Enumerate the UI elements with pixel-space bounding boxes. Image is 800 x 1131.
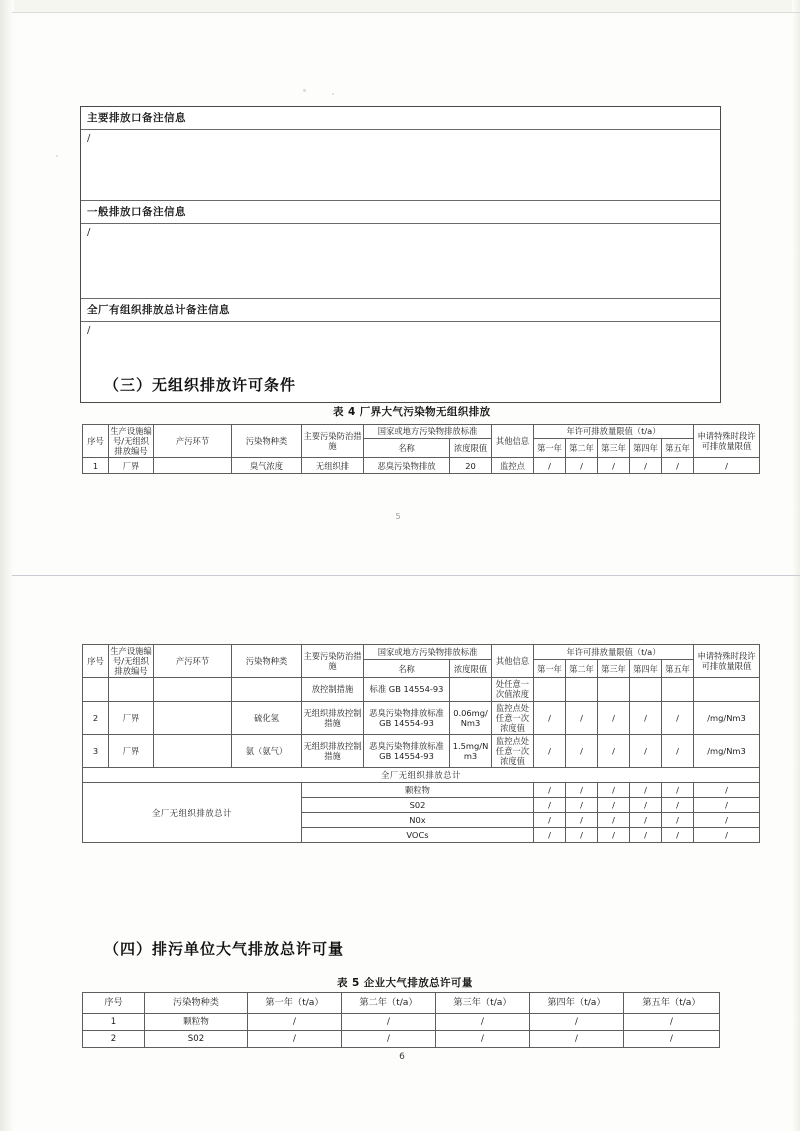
th-year-5: 第五年 xyxy=(662,660,694,678)
remarks-table xyxy=(80,106,721,403)
cell-year-5: / xyxy=(662,734,694,767)
cell-year-4: / xyxy=(630,828,662,843)
th-other-info: 其他信息 xyxy=(492,645,534,678)
summary-banner-row xyxy=(83,768,760,783)
page-number-lower: 6 xyxy=(399,1052,405,1062)
cell-year-3: / xyxy=(598,828,630,843)
cell-year-3: / xyxy=(436,1014,530,1031)
th-standard-group: 国家或地方污染物排放标准 xyxy=(364,645,492,660)
section-heading-three: （三）无组织排放许可条件 xyxy=(104,376,297,394)
cell-pollutant: VOCs xyxy=(302,828,534,843)
th-other-info: 其他信息 xyxy=(492,425,534,458)
th-year-3: 第三年 xyxy=(598,439,630,458)
th-pollutant-type: 污染物种类 xyxy=(232,645,302,678)
th-standard-name: 名称 xyxy=(364,660,450,678)
th-year-3: 第三年 xyxy=(598,660,630,678)
cell-pollution-link xyxy=(154,678,232,701)
cell-year-4: / xyxy=(630,798,662,813)
th-year-3: 第三年（t/a） xyxy=(436,993,530,1014)
cell-year-4: / xyxy=(630,458,662,474)
remarks-content-general-outlet: / xyxy=(81,224,720,299)
cell-year-5: / xyxy=(662,813,694,828)
cell-year-5 xyxy=(662,678,694,701)
cell-year-2: / xyxy=(566,458,598,474)
th-year-5: 第五年（t/a） xyxy=(624,993,720,1014)
cell-pollutant: S02 xyxy=(302,798,534,813)
th-control-measure: 主要污染防治措施 xyxy=(302,425,364,458)
cell-year-1: / xyxy=(534,813,566,828)
th-year-1: 第一年（t/a） xyxy=(248,993,342,1014)
cell-other-info: 监控点处任意一次浓度值 xyxy=(492,734,534,767)
summary-banner: 全厂无组织排放总计 xyxy=(83,768,760,783)
cell-concentration-limit xyxy=(450,678,492,701)
th-special-limit: 申请特殊时段许可排放量限值 xyxy=(694,645,760,678)
cell-year-5: / xyxy=(662,783,694,798)
th-year-2: 第二年（t/a） xyxy=(342,993,436,1014)
cell-year-2: / xyxy=(566,813,598,828)
cell-standard-name: 标准 GB 14554-93 xyxy=(364,678,450,701)
th-standard-name: 名称 xyxy=(364,439,450,458)
cell-facility-no: 厂界 xyxy=(109,701,154,734)
th-special-limit: 申请特殊时段许可排放量限值 xyxy=(694,425,760,458)
cell-control-measure: 无组织排放控制措施 xyxy=(302,701,364,734)
cell-pollutant-type xyxy=(232,678,302,701)
cell-pollutant-type: 臭气浓度 xyxy=(232,458,302,474)
cell-year-1: / xyxy=(248,1031,342,1048)
cell-year-4 xyxy=(630,678,662,701)
cell-year-2: / xyxy=(342,1014,436,1031)
th-seq: 序号 xyxy=(83,645,109,678)
cell-year-2: / xyxy=(566,828,598,843)
cell-year-3: / xyxy=(598,783,630,798)
cell-year-2: / xyxy=(566,798,598,813)
cell-special-limit: /mg/Nm3 xyxy=(694,701,760,734)
remarks-header-general-outlet: 一般排放口备注信息 xyxy=(81,201,720,224)
cell-year-5: / xyxy=(624,1031,720,1048)
cell-concentration-limit: 20 xyxy=(450,458,492,474)
cell-year-3 xyxy=(598,678,630,701)
cell-year-5: / xyxy=(624,1014,720,1031)
cell-pollution-link xyxy=(154,458,232,474)
th-year-2: 第二年 xyxy=(566,660,598,678)
cell-special-limit: / xyxy=(694,458,760,474)
cell-standard-name: 恶臭污染物排放 xyxy=(364,458,450,474)
th-concentration-limit: 浓度限值 xyxy=(450,439,492,458)
table-4-fenceline-fugitive-emissions xyxy=(82,424,760,474)
cell-other-info: 监控点处任意一次浓度值 xyxy=(492,701,534,734)
cell-year-3: / xyxy=(598,458,630,474)
cell-seq xyxy=(83,678,109,701)
cell-year-3: / xyxy=(598,813,630,828)
cell-year-1: / xyxy=(248,1014,342,1031)
cell-pollutant: 颗粒物 xyxy=(302,783,534,798)
cell-seq: 2 xyxy=(83,1031,145,1048)
th-year-2: 第二年 xyxy=(566,439,598,458)
cell-year-3: / xyxy=(436,1031,530,1048)
cell-year-5: / xyxy=(662,458,694,474)
cell-year-2: / xyxy=(566,734,598,767)
remarks-header-plant-total: 全厂有组织排放总计备注信息 xyxy=(81,299,720,322)
cell-year-4: / xyxy=(630,734,662,767)
cell-year-2: / xyxy=(566,701,598,734)
table-row xyxy=(83,783,760,798)
cell-year-1: / xyxy=(534,701,566,734)
th-pollutant-type: 污染物种类 xyxy=(232,425,302,458)
cell-year-1: / xyxy=(534,783,566,798)
th-year-5: 第五年 xyxy=(662,439,694,458)
cell-pollutant-type: 硫化氢 xyxy=(232,701,302,734)
table-row xyxy=(83,678,760,701)
th-year-4: 第四年 xyxy=(630,439,662,458)
cell-special-limit: / xyxy=(694,783,760,798)
cell-concentration-limit: 1.5mg/Nm3 xyxy=(450,734,492,767)
table-row xyxy=(83,458,760,474)
cell-facility-no: 厂界 xyxy=(109,734,154,767)
cell-seq: 1 xyxy=(83,1014,145,1031)
cell-year-4: / xyxy=(630,783,662,798)
cell-special-limit: /mg/Nm3 xyxy=(694,734,760,767)
cell-facility-no xyxy=(109,678,154,701)
th-seq: 序号 xyxy=(83,993,145,1014)
cell-pollutant-type: 氨（氨气） xyxy=(232,734,302,767)
th-control-measure: 主要污染防治措施 xyxy=(302,645,364,678)
cell-year-4: / xyxy=(530,1031,624,1048)
cell-year-1: / xyxy=(534,458,566,474)
cell-year-4: / xyxy=(630,813,662,828)
table-row xyxy=(83,1014,720,1031)
table-4-continuation xyxy=(82,644,760,843)
cell-pollution-link xyxy=(154,701,232,734)
cell-control-measure: 放控制措施 xyxy=(302,678,364,701)
th-pollution-link: 产污环节 xyxy=(154,425,232,458)
cell-standard-name: 恶臭污染物排放标准 GB 14554-93 xyxy=(364,734,450,767)
cell-year-2 xyxy=(566,678,598,701)
cell-year-5: / xyxy=(662,701,694,734)
cell-year-1 xyxy=(534,678,566,701)
cell-special-limit xyxy=(694,678,760,701)
cell-standard-name: 恶臭污染物排放标准 GB 14554-93 xyxy=(364,701,450,734)
table-header-row xyxy=(83,993,720,1014)
cell-pollution-link xyxy=(154,734,232,767)
cell-seq: 2 xyxy=(83,701,109,734)
table4-caption: 表 4 厂界大气污染物无组织排放 xyxy=(333,406,491,418)
th-annual-group: 年许可排放量限值（t/a） xyxy=(534,425,694,439)
th-pollution-link: 产污环节 xyxy=(154,645,232,678)
table-row xyxy=(83,701,760,734)
table-5-enterprise-air-total-permit xyxy=(82,992,720,1048)
remarks-content-main-outlet: / xyxy=(81,130,720,201)
cell-year-4: / xyxy=(630,701,662,734)
cell-special-limit: / xyxy=(694,828,760,843)
cell-pollutant: 颗粒物 xyxy=(145,1014,248,1031)
cell-pollutant: S02 xyxy=(145,1031,248,1048)
th-annual-group: 年许可排放量限值（t/a） xyxy=(534,645,694,660)
cell-year-1: / xyxy=(534,828,566,843)
remarks-content-plant-total: / xyxy=(87,325,91,336)
cell-seq: 3 xyxy=(83,734,109,767)
table5-caption: 表 5 企业大气排放总许可量 xyxy=(337,977,473,989)
cell-special-limit: / xyxy=(694,798,760,813)
cell-seq: 1 xyxy=(83,458,109,474)
page-number-upper: 5 xyxy=(395,512,401,521)
table-row xyxy=(83,1031,720,1048)
cell-year-2: / xyxy=(342,1031,436,1048)
cell-year-5: / xyxy=(662,828,694,843)
cell-other-info: 监控点 xyxy=(492,458,534,474)
cell-year-1: / xyxy=(534,798,566,813)
th-year-4: 第四年 xyxy=(630,660,662,678)
cell-year-2: / xyxy=(566,783,598,798)
cell-concentration-limit: 0.06mg/Nm3 xyxy=(450,701,492,734)
th-facility-no: 生产设施编号/无组织排放编号 xyxy=(110,426,152,457)
cell-year-3: / xyxy=(598,734,630,767)
cell-year-1: / xyxy=(534,734,566,767)
th-concentration-limit: 浓度限值 xyxy=(450,660,492,678)
cell-control-measure: 无组织排 xyxy=(302,458,364,474)
cell-facility-no: 厂界 xyxy=(109,458,154,474)
summary-label: 全厂无组织排放总计 xyxy=(83,783,302,843)
remarks-header-main-outlet: 主要排放口备注信息 xyxy=(81,107,720,130)
th-year-1: 第一年 xyxy=(534,660,566,678)
th-facility-no: 生产设施编号/无组织排放编号 xyxy=(110,646,152,677)
section-heading-four: （四）排污单位大气排放总许可量 xyxy=(104,940,345,958)
th-year-1: 第一年 xyxy=(534,439,566,458)
th-pollutant-type: 污染物种类 xyxy=(145,993,248,1014)
cell-year-5: / xyxy=(662,798,694,813)
table-row xyxy=(83,734,760,767)
cell-pollutant: N0x xyxy=(302,813,534,828)
th-year-4: 第四年（t/a） xyxy=(530,993,624,1014)
th-standard-group: 国家或地方污染物排放标准 xyxy=(364,425,492,439)
cell-control-measure: 无组织排放控制措施 xyxy=(302,734,364,767)
th-seq: 序号 xyxy=(83,425,109,458)
cell-year-3: / xyxy=(598,798,630,813)
cell-special-limit: / xyxy=(694,813,760,828)
cell-other-info: 处任意一次值浓度 xyxy=(492,678,534,701)
cell-year-3: / xyxy=(598,701,630,734)
cell-year-4: / xyxy=(530,1014,624,1031)
